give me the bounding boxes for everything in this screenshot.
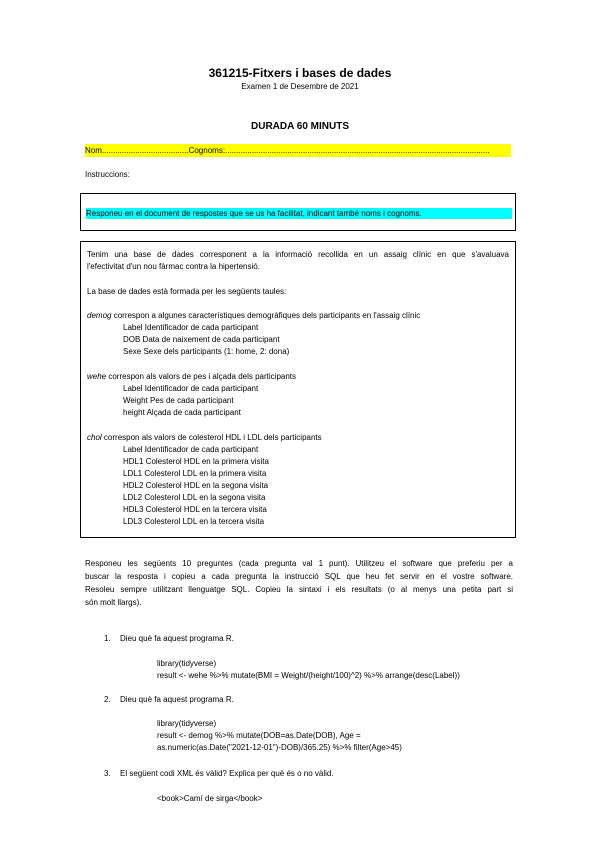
code-line: library(tidyverse) — [157, 719, 217, 728]
table-chol-heading — [87, 433, 322, 442]
table-description: correspon als valors de pes i alçada dels participants — [108, 372, 297, 381]
question-number: 1. — [104, 634, 111, 643]
code-line: <book>Camí de sirga</book> — [157, 794, 263, 803]
field-row: HDL1 Colesterol HDL en la primera visita — [123, 457, 269, 466]
exam-date: Examen 1 de Desembre de 2021 — [241, 82, 359, 91]
name-surname-field[interactable]: Nom.......................................Cognoms:....................................................................................................................... — [85, 144, 511, 157]
code-line: result <- wehe %>% mutate(BMI = Weight/(height/100)^2) %>% arrange(desc(Label)) — [157, 671, 460, 680]
table-description: correspon a algunes característiques demogràfiques dels participants en l'assaig clínic — [113, 311, 421, 320]
intro-line-2: l'efectivitat d'un nou fàrmac contra la hipertensió. — [87, 262, 260, 271]
field-row: LDL3 Colesterol LDL en la tercera visita — [123, 517, 265, 526]
instruction-box — [80, 193, 516, 231]
question-text: Dieu què fa aquest programa R. — [120, 634, 234, 643]
question-text: El següent codi XML és vàlid? Explica per què és o no vàlid. — [120, 769, 334, 778]
question-number: 2. — [104, 695, 111, 704]
field-row: Label Identificador de cada participant — [123, 445, 259, 454]
table-description: correspon als valors de colesterol HDL i LDL dels participants — [103, 433, 322, 442]
field-row: Weight Pes de cada participant — [123, 396, 234, 405]
field-row: HDL3 Colesterol HDL en la tercera visita — [123, 505, 267, 514]
table-name: demog — [87, 311, 112, 320]
instruction-highlight: Responeu en el document de respostes que se us ha facilitat, indicant també noms i cognoms. — [86, 208, 512, 219]
field-row: Label Identificador de cada participant — [123, 384, 259, 393]
field-row: Sexe Sexe dels participants (1: home, 2: dona) — [123, 347, 290, 356]
intro-line-1: Tenim una base de dades corresponent a la informació recollida en un assaig clínic en que s'avaluava — [87, 250, 509, 259]
field-row: HDL2 Colesterol HDL en la segona visita — [123, 481, 269, 490]
field-row: DOB Data de naixement de cada participant — [123, 335, 280, 344]
field-row: LDL1 Colesterol LDL en la primera visita — [123, 469, 267, 478]
tables-intro: La base de dades està formada per les següents taules: — [87, 287, 287, 296]
table-demog-heading — [87, 311, 420, 320]
field-row: height Alçada de cada participant — [123, 408, 241, 417]
table-name: wehe — [87, 372, 107, 381]
code-line: as.numeric(as.Date("2021-12-01")-DOB)/365.25) %>% filter(Age>45) — [157, 743, 402, 752]
code-line: library(tidyverse) — [157, 659, 217, 668]
code-line: result <- demog %>% mutate(DOB=as.Date(DOB), Age = — [157, 731, 361, 740]
instructions-paragraph-line: Resoleu sempre utilitzant llenguatge SQL. Copieu la sintaxi i els resultats (o al menys una petita part si — [85, 585, 513, 594]
field-row: LDL2 Colesterol LDL en la segona visita — [123, 493, 266, 502]
table-name: chol — [87, 433, 102, 442]
instructions-paragraph-line: són molt llargs). — [85, 598, 142, 607]
database-description-box — [80, 241, 516, 538]
exam-title: 361215-Fitxers i bases de dades — [208, 66, 392, 80]
question-text: Dieu què fa aquest programa R. — [120, 695, 234, 704]
exam-duration: DURADA 60 MINUTS — [251, 121, 349, 132]
instructions-paragraph-line: buscar la resposta i copieu a cada pregunta la instrucció SQL que heu fet servir en el vostre software. — [85, 572, 513, 581]
question-number: 3. — [104, 769, 111, 778]
table-wehe-heading — [87, 372, 296, 381]
field-row: Label Identificador de cada participant — [123, 323, 259, 332]
instructions-label: Instruccions: — [85, 170, 130, 179]
instructions-paragraph-line: Responeu les següents 10 preguntes (cada pregunta val 1 punt). Utilitzeu el software que preferiu per a — [85, 559, 513, 568]
